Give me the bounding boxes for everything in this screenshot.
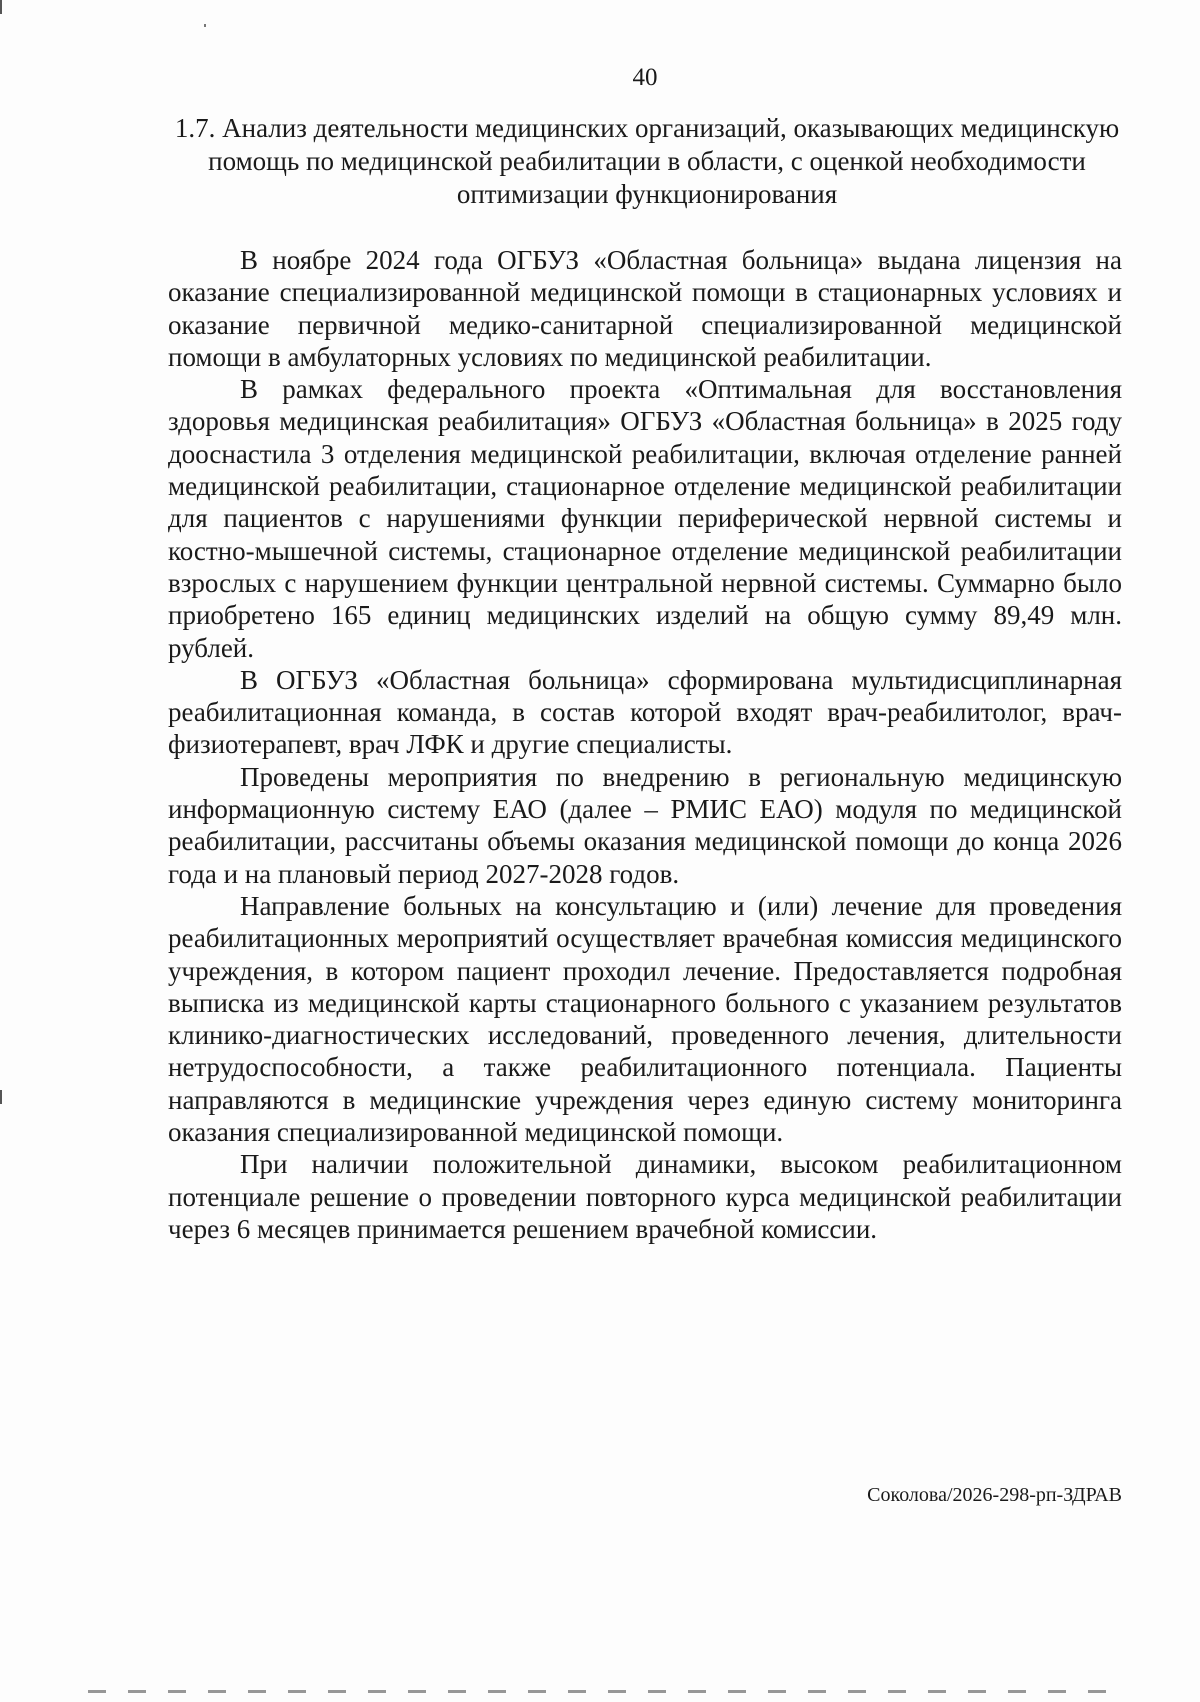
paragraph: В ноябре 2024 года ОГБУЗ «Областная больница» выдана лицензия на оказание специализированной медицинской помощи в стационарных условиях и оказание первичной медико-санитарной специализированной медицинской помощи в амбулаторных условиях по медицинской реабилитации. — [168, 245, 1122, 372]
paragraph: Направление больных на консультацию и (или) лечение для проведения реабилитационных мероприятий осуществляет врачебная комиссия медицинского учреждения, в котором пациент проходил лечение. Предоставляется подробная выписка из медицинской карты стационарного больного с указанием результатов клинико-диагностических исследований, проведенного лечения, длительности нетрудоспособности, а также реабилитационного потенциала. Пациенты направляются в медицинские учреждения через единую систему мониторинга оказания специализированной медицинской помощи. — [168, 890, 1122, 1148]
page-number: 40 — [632, 64, 658, 91]
scan-bottom-edge — [88, 1690, 1128, 1693]
section-title: 1.7. Анализ деятельности медицинских организаций, оказывающих медицинскую помощь по медицинской реабилитации в области, с оценкой необходимости оптимизации функционирования — [174, 113, 1120, 209]
paragraph: При наличии положительной динамики, высоком реабилитационном потенциале решение о проведении повторного курса медицинской реабилитации через 6 месяцев принимается решением врачебной комиссии. — [168, 1149, 1122, 1244]
document-code: Соколова/2026-298-рп-ЗДРАВ — [867, 1484, 1122, 1506]
body-text — [168, 244, 1122, 1245]
scan-speck — [204, 24, 206, 27]
paragraph: Проведены мероприятия по внедрению в региональную медицинскую информационную систему ЕАО (далее – РМИС ЕАО) модуля по медицинской реабилитации, рассчитаны объемы оказания медицинской помощи до конца 2026 года и на плановый период 2027-2028 годов. — [168, 761, 1122, 889]
scan-edge-mark — [0, 1090, 2, 1104]
scan-edge-mark — [0, 0, 2, 14]
paragraph: В рамках федерального проекта «Оптимальная для восстановления здоровья медицинская реабилитация» ОГБУЗ «Областная больница» в 2025 году дооснастила 3 отделения медицинской реабилитации, включая отделение ранней медицинской реабилитации, стационарное отделение медицинской реабилитации для пациентов с нарушениями функции периферической нервной системы и костно-мышечной системы, стационарное отделение медицинской реабилитации взрослых с нарушением функции центральной нервной системы. Суммарно было приобретено 165 единиц медицинских изделий на общую сумму 89,49 млн. рублей. — [168, 374, 1122, 663]
paragraph: В ОГБУЗ «Областная больница» сформирована мультидисциплинарная реабилитационная команда, в состав которой входят врач-реабилитолог, врач-физиотерапевт, врач ЛФК и другие специалисты. — [168, 664, 1122, 760]
